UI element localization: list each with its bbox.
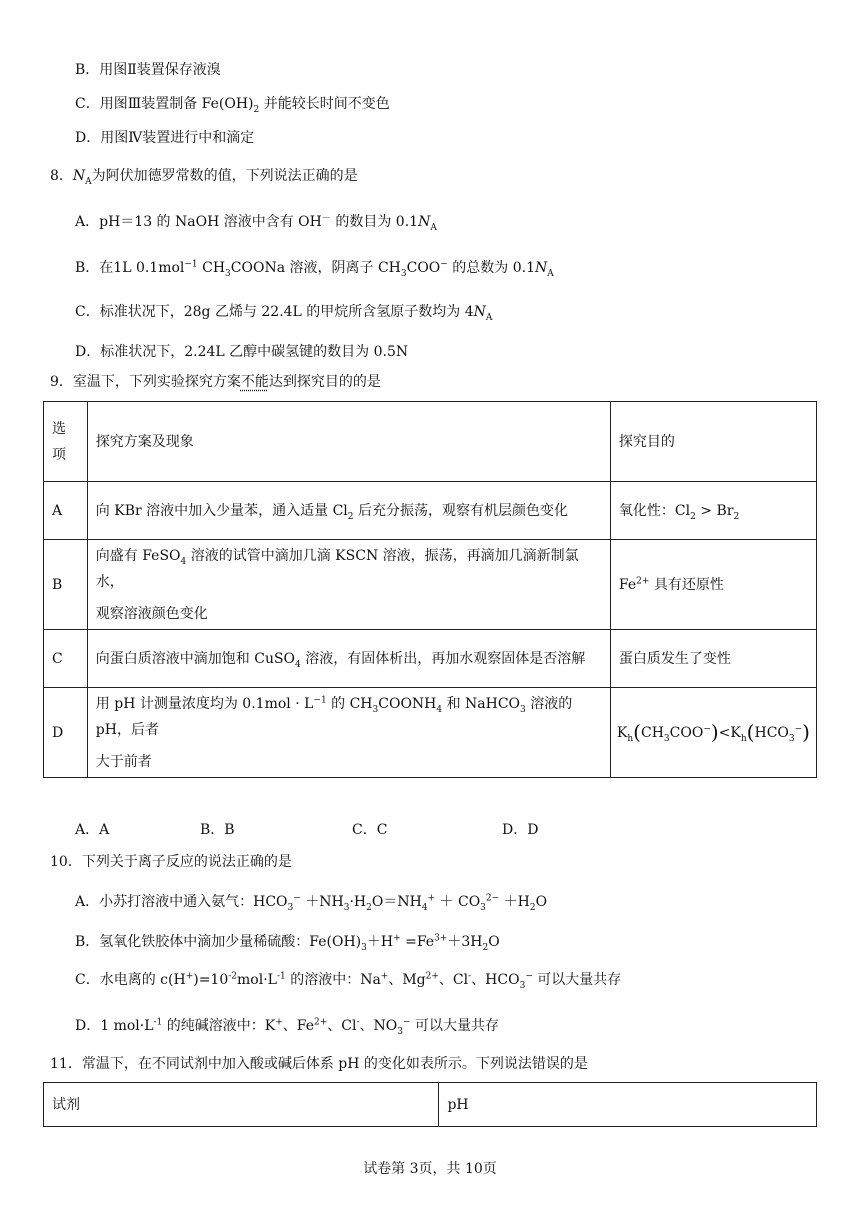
q8-option-a: A．pH＝13 的 NaOH 溶液中含有 OH－ 的数目为 $0.1N_A$ bbox=[75, 213, 437, 233]
q10-option-d: D．1 $mol\cdot L^{-1}$ 的纯碱溶液中：K+、$Fe^{2+}$、Cl-、$NO_3^-$ 可以大量共存 bbox=[75, 1017, 499, 1037]
q8-option-b: B．在1L 0.1mol$^{-1}$ $CH_3COONa$ 溶液，阴离子 $CH_3COO^-$ 的总数为 $0.1N_A$ bbox=[75, 259, 554, 279]
q9-choice-d: D．D bbox=[502, 822, 539, 838]
q9-choice-c: C．C bbox=[352, 822, 388, 838]
row-goal: 蛋白质发生了变性 bbox=[610, 630, 816, 688]
q8-option-c: C．标准状况下，28g 乙烯与 22.4L 的甲烷所含氢原子数均为 $4N_A$ bbox=[75, 304, 493, 323]
header-ph: pH bbox=[439, 1083, 817, 1127]
row-option: A bbox=[44, 482, 88, 540]
q10-option-c: C．水电离的 $c(H^+)=10^{-2}mol\cdot L^{-1}$ 的溶液中：Na+、$Mg^{2+}$、Cl-、$HCO_3^-$ 可以大量共存 bbox=[75, 971, 622, 991]
row-goal: 氧化性：$Cl_2 > Br_2$ bbox=[610, 482, 816, 540]
row-plan: 向 KBr 溶液中加入少量苯，通入适量 $Cl_2$ 后充分振荡，观察有机层颜色变化 bbox=[87, 482, 610, 540]
q9-choice-b: B．B bbox=[200, 822, 235, 838]
row-goal: $K_h(CH_3COO^-)<K_h(HCO_3^-)$ bbox=[610, 688, 816, 778]
q10-stem: 10．下列关于离子反应的说法正确的是 bbox=[50, 854, 292, 870]
q11-stem: 11．常温下，在不同试剂中加入酸或碱后体系 pH 的变化如表所示。下列说法错误的是 bbox=[50, 1056, 588, 1072]
q9-table bbox=[43, 401, 817, 778]
table-header-row bbox=[44, 1083, 817, 1127]
q11-table bbox=[43, 1082, 817, 1127]
q8-option-d: D．标准状况下，2.24L 乙醇中碳氢键的数目为 0.5N bbox=[75, 344, 409, 360]
header-plan: 探究方案及现象 bbox=[87, 402, 610, 482]
row-option: B bbox=[44, 540, 88, 630]
q9-choice-a: A．A bbox=[75, 822, 110, 838]
q7-option-c: C．用图Ⅲ装置制备 $Fe(OH)_2$ 并能较长时间不变色 bbox=[75, 96, 390, 115]
row-plan: 用 pH 计测量浓度均为 $0.1mol \cdot L^{-1}$ 的 $CH_3COONH_4$ 和 NaHCO$_3$ 溶液的 pH，后者 大于前者 bbox=[87, 688, 610, 778]
q7-option-b: B．用图Ⅱ装置保存液溴 bbox=[75, 62, 221, 78]
q9-stem: 9．室温下，下列实验探究方案不能达到探究目的的是 bbox=[50, 374, 381, 390]
row-option: D bbox=[44, 688, 88, 778]
row-goal: $Fe^{2+}$ 具有还原性 bbox=[610, 540, 816, 630]
header-goal: 探究目的 bbox=[610, 402, 816, 482]
q7-option-d: D．用图Ⅳ装置进行中和滴定 bbox=[75, 130, 255, 146]
row-plan: 向盛有 FeSO$_4$ 溶液的试管中滴加几滴 KSCN 溶液，振荡，再滴加几滴新制氯水， 观察溶液颜色变化 bbox=[87, 540, 610, 630]
page-footer: 试卷第 3页，共 10页 bbox=[363, 1161, 497, 1177]
header-option: 选项 bbox=[44, 402, 88, 482]
row-option: C bbox=[44, 630, 88, 688]
header-reagent: 试剂 bbox=[44, 1083, 439, 1127]
table-header-row bbox=[44, 402, 817, 482]
row-plan: 向蛋白质溶液中滴加饱和 CuSO$_4$ 溶液，有固体析出，再加水观察固体是否溶解 bbox=[87, 630, 610, 688]
q10-option-b: B．氢氧化铁胶体中滴加少量稀硫酸：$Fe(OH)_3+H^+ =Fe^{3+}+3H_2O$ bbox=[75, 933, 500, 953]
table-row bbox=[44, 540, 817, 630]
q10-option-a: A．小苏打溶液中通入氨气：$HCO_3^- +NH_3\cdot H_2O=NH_4^+ + CO_3^{2-} +H_2O$ bbox=[75, 893, 548, 913]
q8-stem: 8．$N_A$为阿伏加德罗常数的值，下列说法正确的是 bbox=[50, 168, 358, 187]
table-row bbox=[44, 630, 817, 688]
table-row bbox=[44, 688, 817, 778]
table-row bbox=[44, 482, 817, 540]
